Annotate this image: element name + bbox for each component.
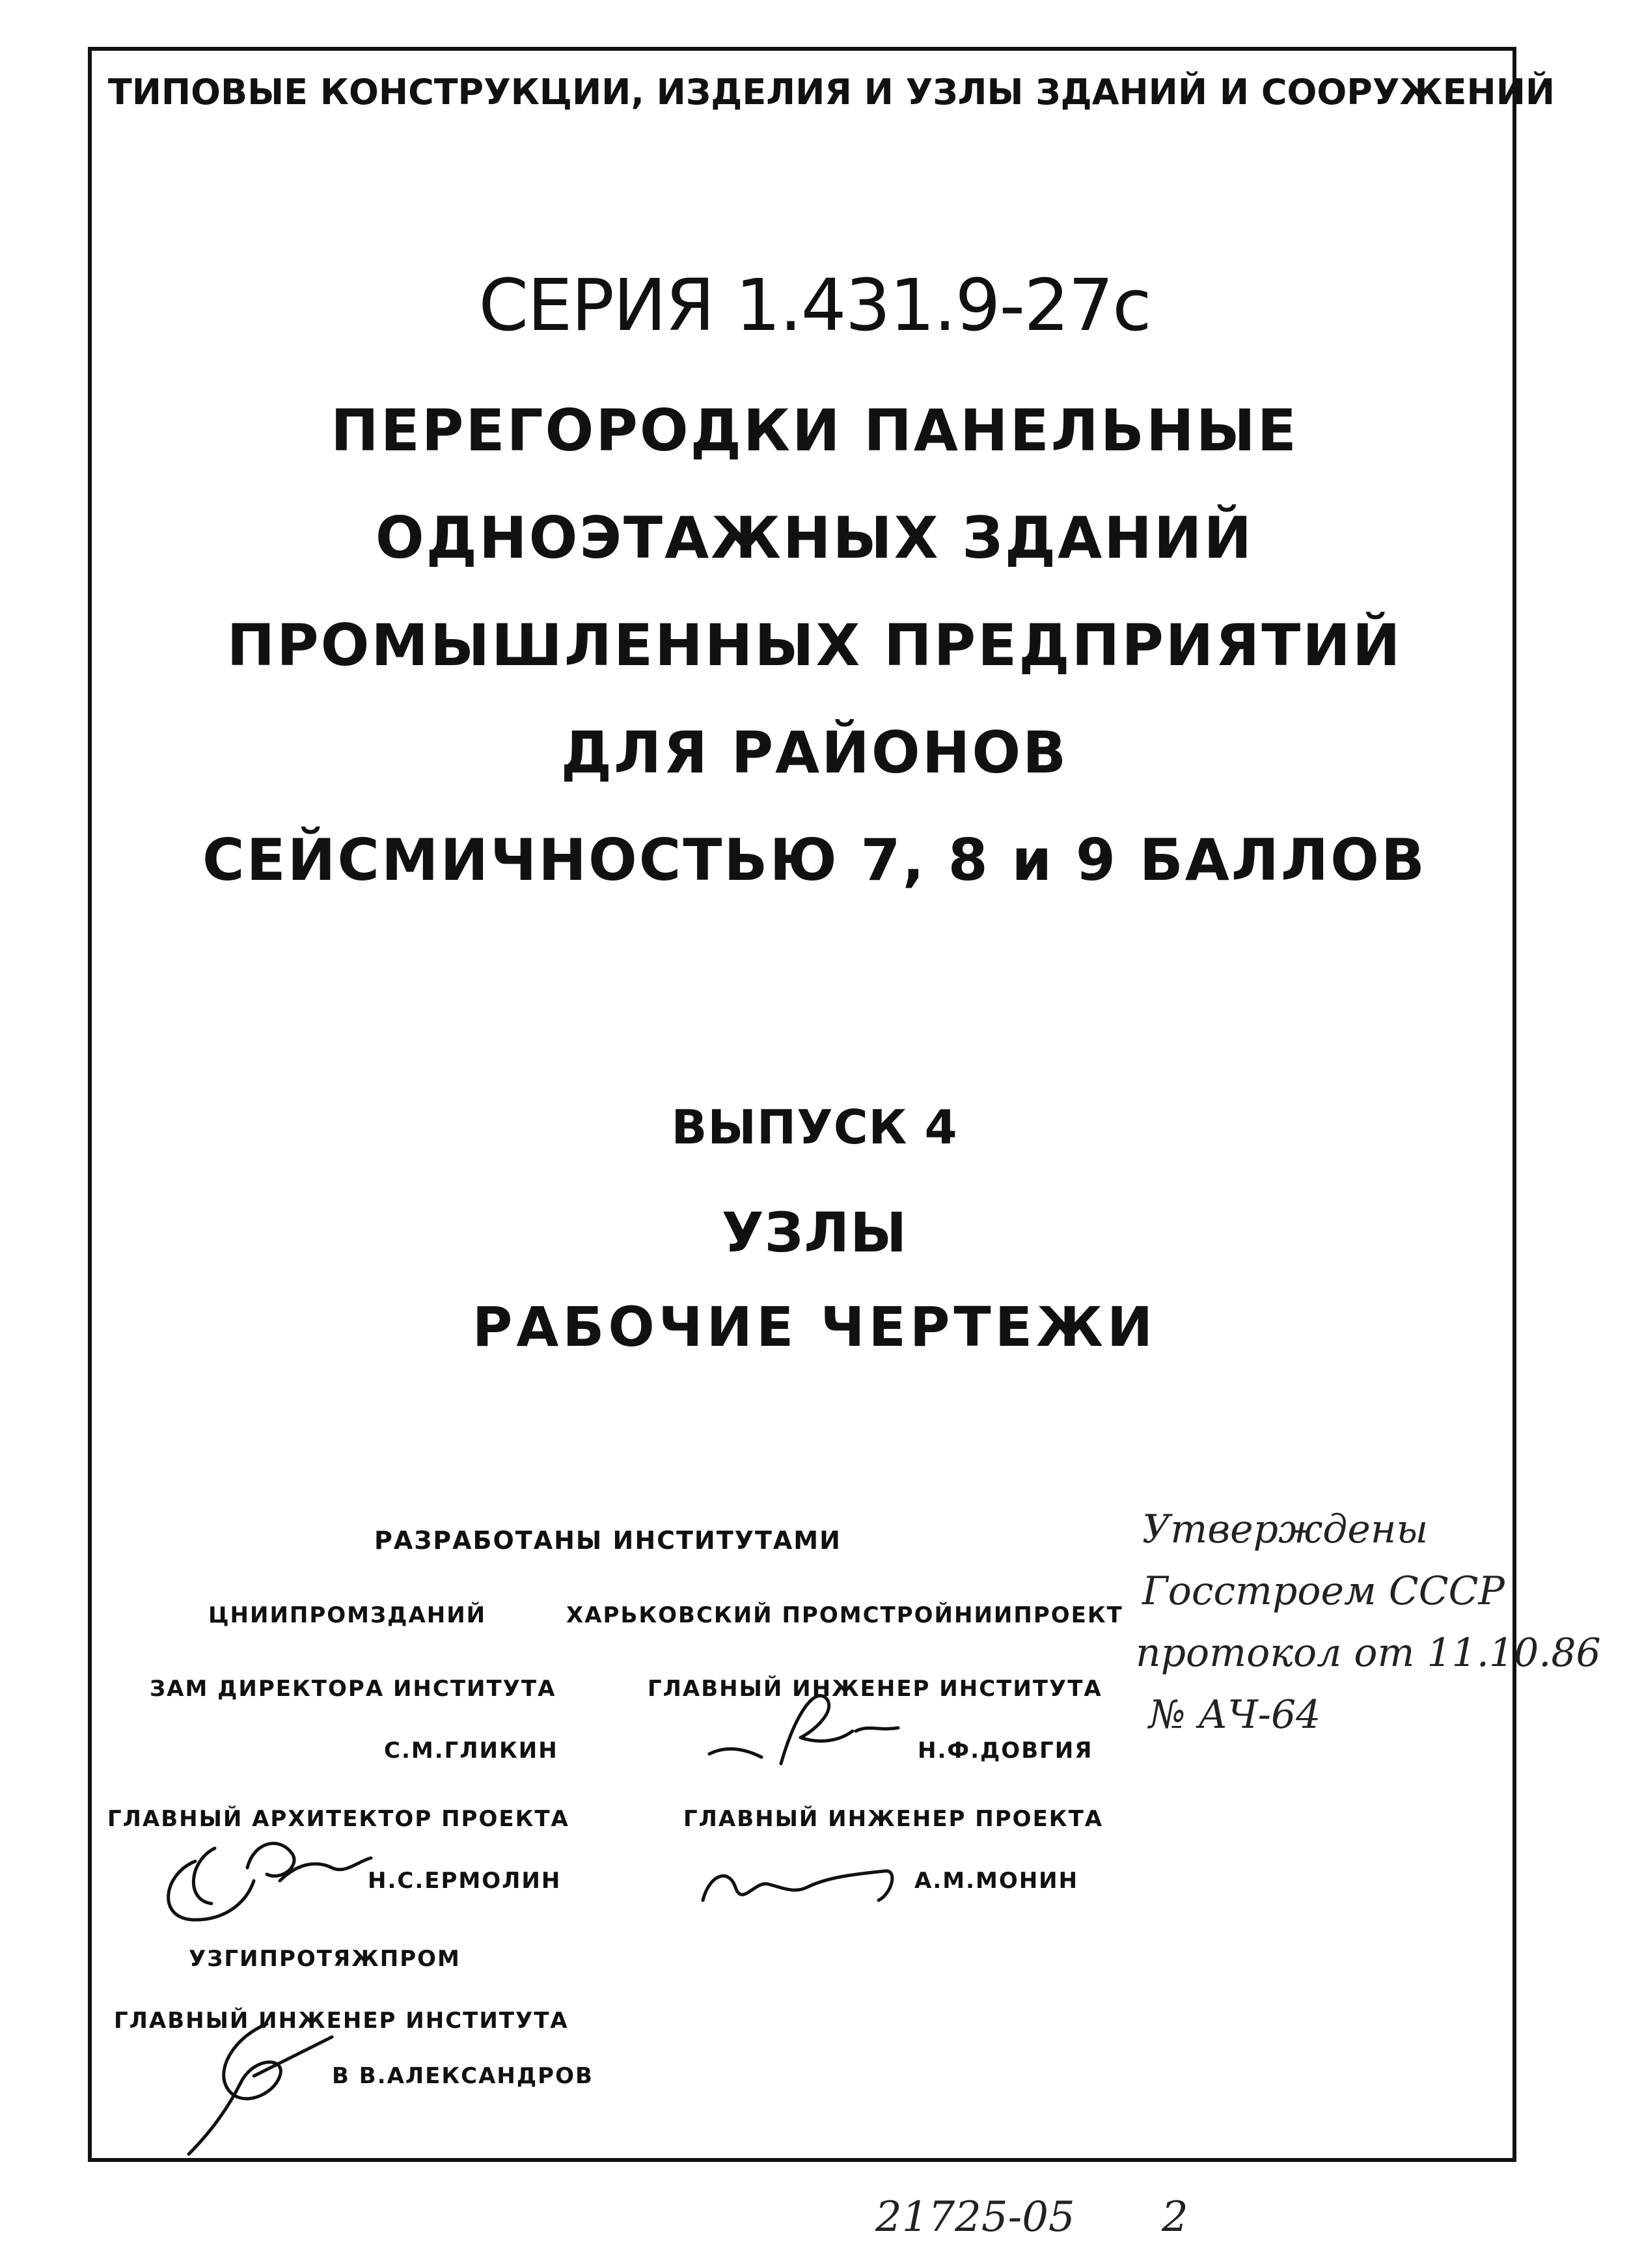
left-org-person-1: С.М.ГЛИКИН [384,1738,558,1764]
title-line-2: ОДНОЭТАЖНЫХ ЗДАНИЙ [375,504,1254,571]
page-number: 2 [1162,2193,1188,2241]
approval-line-2: Госстроем СССР [1142,1568,1505,1614]
approval-line-4: № АЧ-64 [1149,1692,1321,1738]
right-org-person-2: А.М.МОНИН [914,1868,1079,1894]
third-org-person: В В.АЛЕКСАНДРОВ [332,2063,594,2089]
signature-ermolin [150,1822,384,1933]
left-org-role-2: ГЛАВНЫЙ АРХИТЕКТОР ПРОЕКТА [107,1806,569,1832]
footer-code: 21725-05 [875,2193,1075,2241]
left-org-role-1: ЗАМ ДИРЕКТОРА ИНСТИТУТА [150,1676,556,1702]
title-line-5: СЕЙСМИЧНОСТЬЮ 7, 8 и 9 БАЛЛОВ [202,827,1427,894]
right-org-person-1: Н.Ф.ДОВГИЯ [918,1738,1093,1764]
developed-by-label: РАЗРАБОТАНЫ ИНСТИТУТАМИ [374,1526,842,1555]
third-org-role: ГЛАВНЫЙ ИНЖЕНЕР ИНСТИТУТА [114,2008,569,2034]
title-line-4: ДЛЯ РАЙОНОВ [560,719,1069,786]
right-org-name: ХАРЬКОВСКИЙ ПРОМСТРОЙНИИПРОЕКТ [566,1602,1123,1628]
series-number: СЕРИЯ 1.431.9-27с [478,264,1151,347]
signature-monin [696,1848,918,1920]
title-line-3: ПРОМЫШЛЕННЫХ ПРЕДПРИЯТИЙ [226,612,1403,679]
series-header: ТИПОВЫЕ КОНСТРУКЦИИ, ИЗДЕЛИЯ И УЗЛЫ ЗДАНИЙ И СООРУЖЕНИЙ [107,72,1555,113]
third-org-name: УЗГИПРОТЯЖПРОМ [189,1946,461,1972]
right-org-role-1: ГЛАВНЫЙ ИНЖЕНЕР ИНСТИТУТА [648,1676,1102,1702]
left-org-person-2: Н.С.ЕРМОЛИН [368,1868,562,1894]
signature-dovgiya [703,1679,918,1777]
title-line-1: ПЕРЕГОРОДКИ ПАНЕЛЬНЫЕ [331,397,1298,464]
document-type: РАБОЧИЕ ЧЕРТЕЖИ [472,1295,1157,1359]
section-title: УЗЛЫ [721,1201,908,1264]
approval-line-1: Утверждены [1142,1507,1429,1552]
left-org-name: ЦНИИПРОМЗДАНИЙ [208,1602,487,1628]
right-org-role-2: ГЛАВНЫЙ ИНЖЕНЕР ПРОЕКТА [683,1806,1104,1832]
signature-aleksandrov [169,2017,345,2161]
issue-number: ВЫПУСК 4 [671,1100,958,1154]
approval-line-3: протокол от 11.10.86 [1136,1630,1601,1676]
